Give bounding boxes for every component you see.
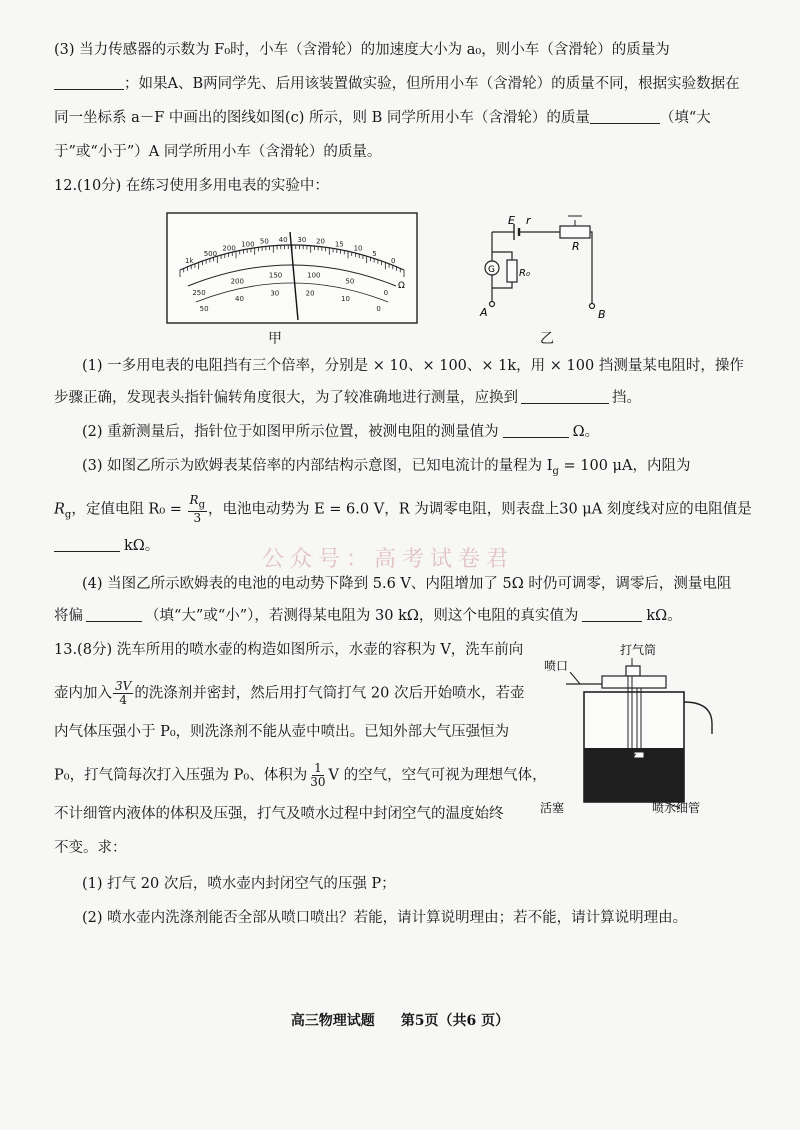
svg-text:G: G <box>488 265 495 275</box>
ohm-scale-label: 10 <box>353 244 363 253</box>
answer-blank[interactable] <box>54 537 120 552</box>
q12-1-line2 <box>54 388 641 408</box>
tube-label: 喷水细管 <box>652 801 701 815</box>
q13-line4 <box>54 762 547 789</box>
pump-handle <box>626 666 640 676</box>
q12-3-line3 <box>54 536 159 556</box>
q11-3-line1: (3) 当力传感器的示数为 F₀时，小车（含滑轮）的加速度大小为 a₀，则小车（含滑轮）的质量为 <box>54 42 670 58</box>
label-a: A <box>480 306 488 319</box>
q12-2-unit: Ω。 <box>572 424 600 440</box>
q11-3-line3 <box>54 108 711 128</box>
q13-line4-text: P₀，打气筒每次打入压强为 P₀、体积为 <box>54 767 308 784</box>
nozzle-label: 喷口 <box>544 659 569 673</box>
answer-blank[interactable] <box>54 75 124 90</box>
fig-yi-label: 乙 <box>540 331 554 347</box>
fig-jia-label: 甲 <box>268 331 282 347</box>
fraction-3v-over-4: $\frac{3V}{4}$ <box>115 679 132 707</box>
q12-2 <box>82 422 599 442</box>
q13-line1: 13.(8分) 洗车所用的喷水壶的构造如图所示，水壶的容积为 V，洗车前向 <box>54 642 524 658</box>
piston-label: 活塞 <box>540 801 565 815</box>
label-big-r: R <box>572 240 580 253</box>
q12-4-line2 <box>54 606 682 626</box>
label-b: B <box>598 308 606 321</box>
dc-scale-label: 200 <box>230 277 244 286</box>
q12-3-unit: kΩ。 <box>124 538 160 554</box>
q12-3-r0-text: ，定值电阻 R₀ = <box>71 501 187 518</box>
omega-symbol: Ω <box>398 281 405 291</box>
ohm-scale-label: 40 <box>278 236 288 245</box>
ac-scale-label: 50 <box>199 305 209 314</box>
q12-3-text2: = 100 μA，内阻为 <box>558 458 691 474</box>
ac-scale-label: 40 <box>235 294 244 303</box>
answer-blank[interactable] <box>86 607 142 622</box>
ohm-scale-label: 15 <box>334 240 344 249</box>
label-e: E <box>508 214 515 227</box>
multimeter-dial-figure <box>166 212 418 324</box>
q13-line2 <box>54 680 524 707</box>
ohm-scale-label: 50 <box>259 237 269 246</box>
q13-line5: 不计细管内液体的体积及压强，打气及喷水过程中封闭空气的温度始终 <box>54 806 504 822</box>
answer-blank[interactable] <box>521 389 609 404</box>
answer-blank[interactable] <box>503 423 569 438</box>
ac-scale-label: 10 <box>340 294 350 303</box>
fraction-1-over-30: $\frac{1}{30}$ <box>310 761 326 789</box>
q12-4-text1: 将偏 <box>54 608 83 624</box>
q12-1-line1: (1) 一多用电表的电阻挡有三个倍率，分别是 × 10、× 100、× 1k，用 × 100 挡测量某电阻时，操作 <box>82 358 744 374</box>
q13-line6: 不变。求： <box>54 840 127 856</box>
footer-subject: 高三物理试题 <box>290 1013 375 1029</box>
q13-line3: 内气体压强小于 P₀，则洗涤剂不能从壶中喷出。已知外部大气压强恒为 <box>54 724 510 740</box>
dc-scale-label: 50 <box>345 277 355 286</box>
page-footer <box>0 1010 800 1030</box>
ohm-scale-label: 0 <box>391 257 396 266</box>
watermark-text: 公众号：高考试卷君 <box>262 547 515 572</box>
ohmmeter-circuit-figure <box>472 212 622 324</box>
terminal-b <box>590 304 595 309</box>
sprayer-lid <box>602 676 666 688</box>
dc-scale-label: 150 <box>268 271 283 280</box>
dc-scale-label: 0 <box>383 288 389 297</box>
ac-scale-label: 0 <box>376 305 381 314</box>
ohm-scale-label: 1k <box>184 257 194 266</box>
sprayer-handle <box>684 702 712 734</box>
q12-2-text: (2) 重新测量后，指针位于如图甲所示位置，被测电阻的测量值为 <box>82 424 499 440</box>
ohm-scale-label: 30 <box>297 236 307 245</box>
footer-page: 第5页（共6 页） <box>400 1013 510 1029</box>
fraction-rg-over-3: $\frac{R_g}{3}$ <box>189 493 205 526</box>
answer-blank[interactable] <box>582 607 642 622</box>
ohm-scale-label: 20 <box>316 237 326 246</box>
answer-blank[interactable] <box>590 109 660 124</box>
q11-3-line3-text: 同一坐标系 a－F 中画出的图线如图(c) 所示，则 B 同学所用小车（含滑轮）的质量 <box>54 110 590 126</box>
q12-4-line1: (4) 当图乙所示欧姆表的电池的电动势下降到 5.6 V、内阻增加了 5Ω 时仍可调零，调零后，测量电阻 <box>82 576 732 592</box>
q13-line2-text: 壶内加入 <box>54 685 112 702</box>
q13-sub2: (2) 喷水壶内洗涤剂能否全部从喷口喷出？若能，请计算说明理由；若不能，请计算说明理由。 <box>82 910 688 926</box>
dc-scale-label: 100 <box>307 271 321 280</box>
q13-line4-tail: V 的空气，空气可视为理想气体， <box>328 767 547 784</box>
ac-scale-label: 20 <box>305 289 315 298</box>
q12-3-tail-text: ，电池电动势为 E = 6.0 V，R 为调零电阻，则表盘上30 μA 刻度线对应的电阻值是 <box>208 501 752 518</box>
q12-3-text: (3) 如图乙所示为欧姆表某倍率的内部结构示意图，已知电流计的量程为 I <box>82 458 553 474</box>
terminal-a <box>490 302 495 307</box>
rg-symbol: R <box>54 501 65 518</box>
pump-label: 打气筒 <box>620 643 657 657</box>
fixed-resistor-r0 <box>507 260 517 282</box>
q12-4-text2: （填“大”或“小”），若测得某电阻为 30 kΩ，则这个电阻的真实值为 <box>145 608 579 624</box>
zero-adjust-resistor <box>560 226 590 238</box>
dc-scale-label: 250 <box>192 288 206 297</box>
q12-1-tail: 挡。 <box>612 390 641 406</box>
label-r: r <box>526 214 531 227</box>
q11-3-line2-text: ；如果A、B两同学先、后用该装置做实验，但所用小车（含滑轮）的质量不同，根据实验数据在 <box>124 76 740 92</box>
ohm-scale-label: 100 <box>241 240 255 249</box>
sprayer-figure <box>540 640 740 818</box>
ohm-scale-label: 500 <box>203 250 218 259</box>
q12-3-line1: (3) 如图乙所示为欧姆表某倍率的内部结构示意图，已知电流计的量程为 $I_g = 100$ μA，内阻为 <box>82 458 691 477</box>
q13-sub1: (1) 打气 20 次后，喷水壶内封闭空气的压强 P； <box>82 876 396 892</box>
q12-header: 12.(10分) 在练习使用多用电表的实验中： <box>54 178 329 194</box>
ac-scale-label: 30 <box>270 289 280 298</box>
q13-line2-tail: 的洗涤剂并密封，然后用打气筒打气 20 次后开始喷水，若壶 <box>134 685 525 702</box>
pointer-line <box>570 672 580 684</box>
q12-1-line2-text: 步骤正确，发现表头指针偏转角度很大，为了较准确地进行测量，应换到 <box>54 390 518 406</box>
ohm-scale-label: 200 <box>222 244 236 253</box>
q11-3-line3-tail: （填“大 <box>659 110 711 126</box>
label-r0: R₀ <box>519 268 530 279</box>
ohm-scale-label: 5 <box>372 250 377 259</box>
q11-3-line2 <box>54 74 740 94</box>
q11-3-line4: 于”或“小于”）A 同学所用小车（含滑轮）的质量。 <box>54 144 382 160</box>
q12-3-line2: $R_g$，定值电阻 R₀ = $\frac{R_g}{3}$ ，电池电动势为 E = 6.0 V，R 为调零电阻，则表盘上30 μA 刻度线对应的电阻值是 <box>54 493 752 526</box>
q12-4-unit: kΩ。 <box>646 608 682 624</box>
